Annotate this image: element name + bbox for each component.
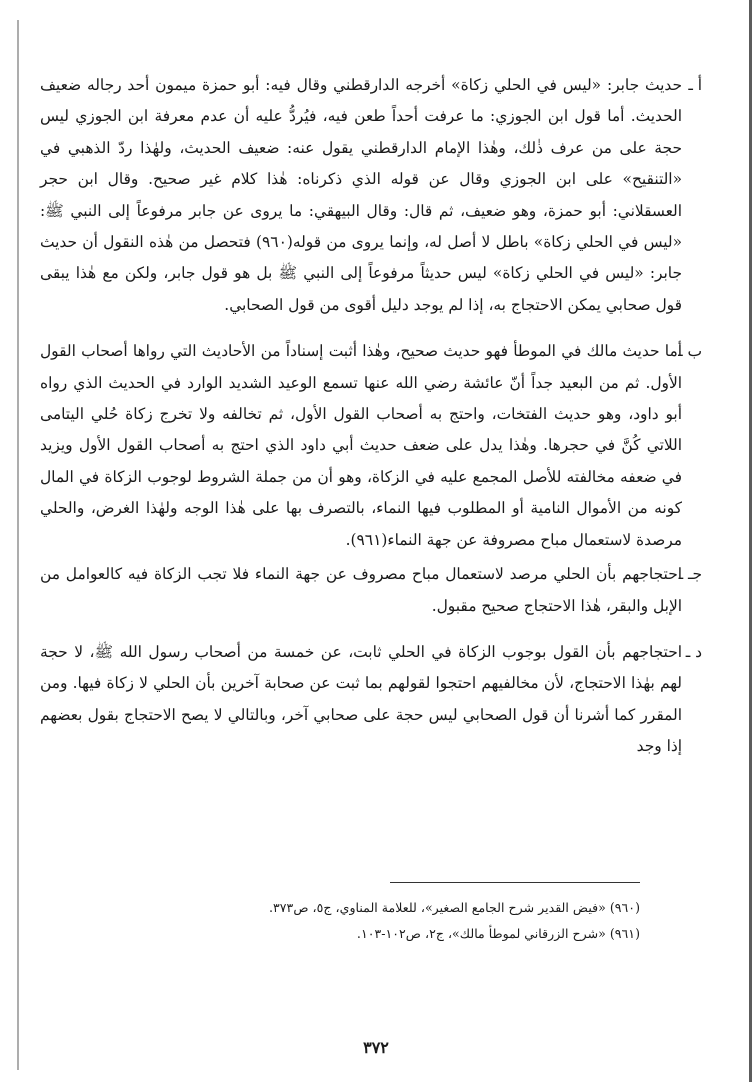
- section-ba: [40, 336, 702, 556]
- section-marker: جـ ـ: [678, 565, 702, 584]
- footnotes: [60, 882, 640, 947]
- section-text: احتجاجهم بأن الحلي مرصد لاستعمال مباح مصروف عن جهة النماء فلا تجب الزكاة فيه كالعوامل من الإبل والبقر، هٰذا الاحتجاج صحيح مقبول.: [40, 565, 682, 615]
- section-dal: [40, 637, 702, 763]
- scan-shadow-left: [17, 20, 19, 1070]
- page-body: [40, 70, 702, 763]
- section-text: حديث جابر: «ليس في الحلي زكاة» أخرجه الدارقطني وقال فيه: أبو حمزة ميمون أحد رجاله ضعيف الحديث. أما قول ابن الجوزي: ما عرفت أحداً طعن فيه، فيُردُّ عليه أن عدم معرفة ابن الجوزي ليس حجة على من عرف ذٰلك، وهٰذا الإمام الدارقطني يقول عنه: ضعيف الحديث، ولهٰذا ردّ الذهبي في «التنقيح» على ابن الجوزي وقال عن قوله الذي ذكرناه: هٰذا كلام غير صحيح. وقال ابن حجر العسقلاني: أبو حمزة، وهو ضعيف، ثم قال: وقال البيهقي: ما يروى عن جابر مرفوعاً إلى النبي ﷺ: «ليس في الحلي زكاة» باطل لا أصل له، وإنما يروى من قوله(٩٦٠) فتحصل من هٰذه النقول أن حديث جابر: «ليس في الحلي زكاة» ليس حديثاً مرفوعاً إلى النبي ﷺ بل هو قول جابر، ولكن مع هٰذا يبقى قول صحابي يمكن الاحتجاج به، إذا لم يوجد دليل أقوى من قول الصحابي.: [40, 76, 682, 314]
- section-marker: د ـ: [685, 642, 702, 661]
- section-alif: [40, 70, 702, 321]
- footnote-961: (٩٦١) «شرح الزرقاني لموطأ مالك»، ج٢، ص١٠٢-١٠٣.: [356, 926, 640, 941]
- section-text: أما حديث مالك في الموطأ فهو حديث صحيح، وهٰذا أثبت إسناداً من الأحاديث التي رواها أصحاب القول الأول. ثم من البعيد جداً أنّ عائشة رضي الله عنها تسمع الوعيد الشديد الوارد في الحديث الذي رواه أبو داود، وهو حديث الفتخات، واحتج به أصحاب القول الأول، ثم تخالفه ولا تخرج زكاة حُلي اليتامى اللاتي كُنَّ في حجرها. وهٰذا يدل على ضعف حديث أبي داود الذي احتج به أصحاب القول الأول ويزيد في ضعفه مخالفته للأصل المجمع عليه في الزكاة، وهو أن من جملة الشروط لوجوب الزكاة في المال كونه من الأموال النامية أو المطلوب فيها النماء، بالتصرف بها على هٰذا الوجه ولهٰذا الغرض، والحلي مرصدة لاستعمال مباح مصروفة عن جهة النماء(٩٦١).: [40, 342, 682, 549]
- section-jim: [40, 559, 702, 622]
- section-marker: أ ـ: [688, 76, 702, 94]
- section-text: احتجاجهم بأن القول بوجوب الزكاة في الحلي ثابت، عن خمسة من أصحاب رسول الله ﷺ، لا حجة لهم بهٰذا الاحتجاج، لأن مخالفيهم احتجوا لقولهم بما ثبت عن صحابة آخرين بأن الحلي لا زكاة فيها. ومن المقرر كما أشرنا أن قول الصحابي ليس حجة على صحابي آخر، وبالتالي لا يصح الاحتجاج بقول بعضهم إذا وجد: [40, 642, 682, 756]
- footnote-960: (٩٦٠) «فيض القدير شرح الجامع الصغير»، للعلامة المناوي، ج٥، ص٣٧٣.: [269, 900, 640, 915]
- footnote-divider: [390, 882, 640, 883]
- page-number: ٣٧٢: [363, 1038, 389, 1057]
- section-marker: ب ـ: [678, 342, 702, 361]
